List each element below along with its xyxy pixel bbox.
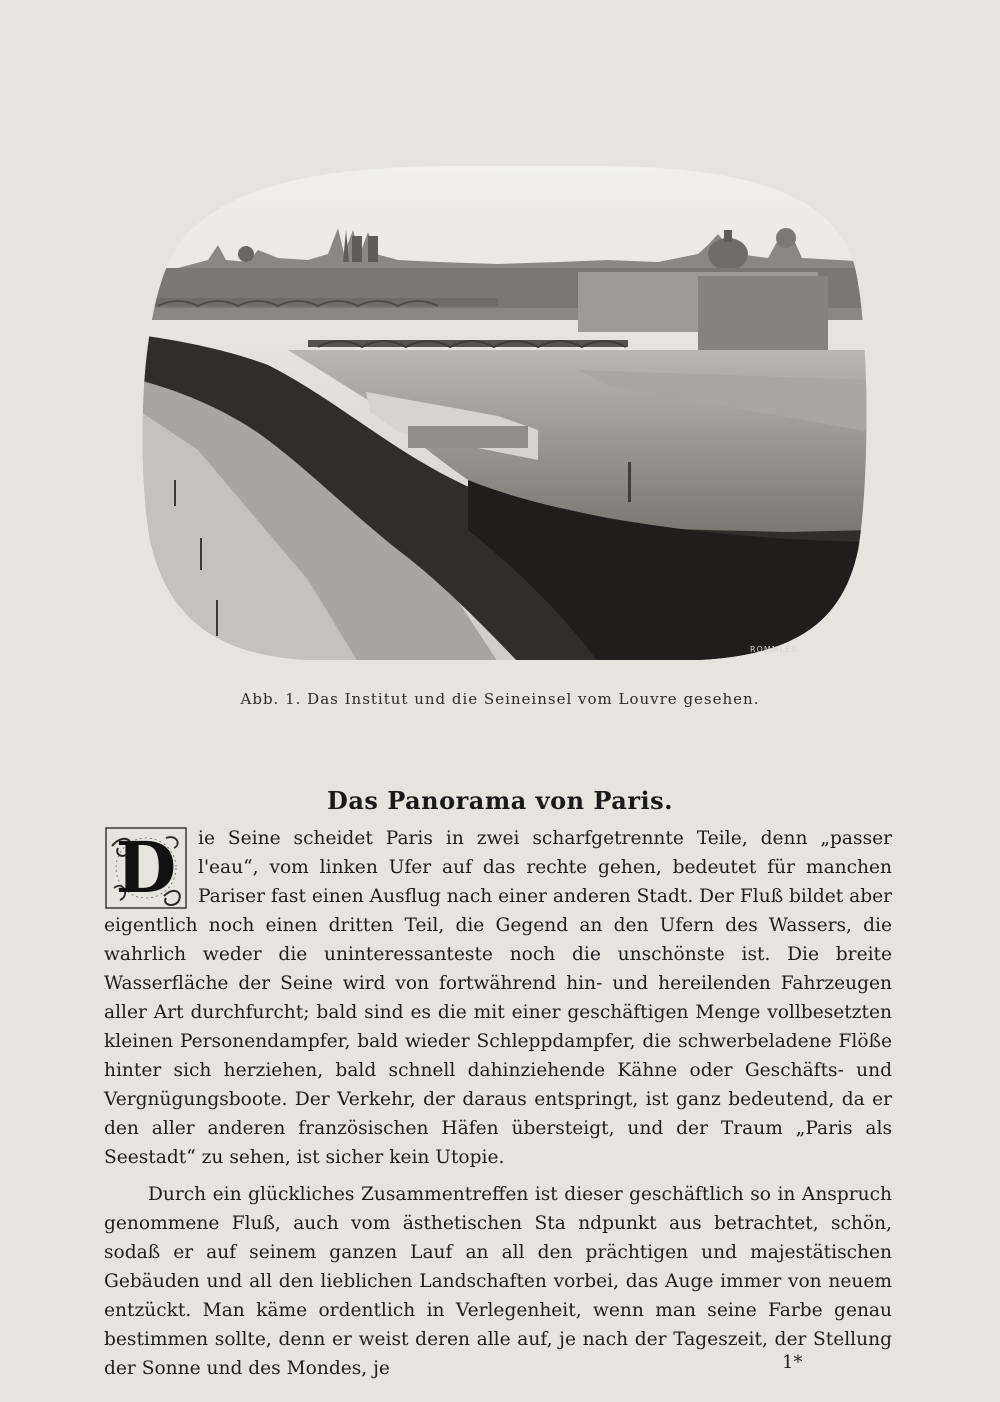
paragraph-1 — [104, 824, 892, 1172]
seine-panorama-photo — [138, 150, 872, 662]
page-number: 1* — [782, 1352, 803, 1373]
engraver-signature: ROMMLER — [750, 645, 798, 654]
paragraph-2: Durch ein glückliches Zusammentreffen ist dieser geschäftlich so in Anspruch genommene Fluß, auch vom ästhetischen Sta ndpunkt aus betrachtet, schön, sodaß er auf seinem ganzen Lauf an all den prächtigen und majestätischen Gebäuden und all den lieblichen Landschaften vorbei, das Auge immer von neuem entzückt. Man käme ordentlich in Verlegenheit, wenn man seine Farbe genau bestimmen sollte, denn er weist deren alle auf, je nach der Tageszeit, der Stellung der Sonne und des Mondes, je — [104, 1184, 892, 1379]
figure-caption: Abb. 1. Das Institut und die Seineinsel vom Louvre gesehen. — [240, 690, 760, 708]
initial-letter: D — [115, 826, 177, 909]
body-text — [104, 824, 892, 1391]
chapter-title: Das Panorama von Paris. — [327, 786, 673, 815]
photo-figure — [138, 150, 872, 662]
ornamental-initial — [104, 826, 188, 910]
paragraph-1-text: ie Seine scheidet Paris in zwei scharfgetrennte Teile, denn „passer l'eau“, vom linken Ufer auf das rechte gehen, bedeutet für manchen Pariser fast einen Ausflug nach einer anderen Stadt. Der Fluß bildet aber eigentlich noch einen dritten Teil, die Gegend an den Ufern des Wassers, die wahrlich weder die uninteressanteste noch die unschönste ist. Die breite Wasserfläche der Seine wird von fortwährend hin- und hereilenden Fahrzeugen aller Art durchfurcht; bald sind es die mit einer geschäftigen Menge vollbesetzten kleinen Personendampfer, bald wieder Schleppdampfer, die schwerbeladene Flöße hinter sich herziehen, bald schnell dahinziehende Kähne oder Geschäfts- und Vergnügungsboote. Der Verkehr, der daraus entspringt, ist ganz bedeutend, da er den aller anderen französischen Häfen übersteigt, und der Traum „Paris als Seestadt“ zu sehen, ist sicher kein Utopie. — [104, 828, 892, 1168]
